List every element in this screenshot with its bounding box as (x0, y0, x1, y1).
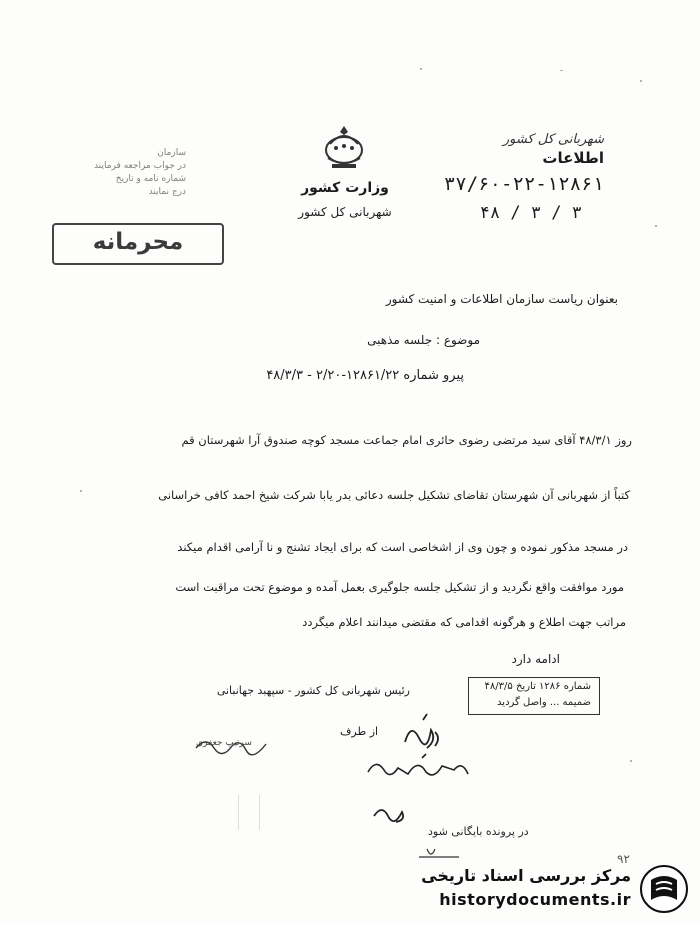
classification-text: محرمانه (92, 229, 184, 255)
body-line: روز ۴۸/۳/۱ آقای سید مرتضی رضوی حائری امام جماعت مسجد کوچه صندوق آرا شهرستان قم (181, 433, 632, 447)
on-behalf-label: از طرف (340, 725, 379, 738)
instruction-line: در جواب مراجعه فرمایند (94, 161, 186, 171)
subject-line: موضوع : جلسه مذهبی (367, 333, 480, 347)
letter-number: ۳۷/۶۰-۲۲-۱۲۸۶۱ (443, 173, 604, 195)
body-line: مراتب جهت اطلاع و هرگونه اقدامی که مقتضی میدانند اعلام میگردد (302, 615, 626, 629)
ministry-name: وزارت کشور (301, 180, 389, 196)
watermark-title: مرکز بررسی اسناد تاریخی (421, 866, 631, 885)
letter-date: ۴۸ / ۳ / ۳ (479, 203, 582, 223)
scan-speck (630, 760, 632, 762)
salutation: بعنوان ریاست سازمان اطلاعات و امنیت کشور (385, 292, 618, 306)
body-line: ادامه دارد (511, 652, 560, 666)
letter-reference-block (404, 132, 604, 223)
receipt-stamp (468, 677, 600, 715)
reference-line: پیرو شماره ۱۲۸۶۱/۲۲-۲/۲۰ - ۴۸/۳/۳ (266, 368, 464, 383)
body-line: در مسجد مذکور نموده و چون وی از اشخاصی است که برای ایجاد تشنج و نا آرامی اقدام میکند (177, 540, 628, 554)
scan-speck (560, 70, 563, 71)
issuing-department: شهربانی کل کشور (502, 132, 604, 147)
receipt-number: شماره ۱۲۸۶ تاریخ ۴۸/۳/۵ (484, 681, 591, 692)
filing-instructions (56, 147, 186, 199)
scan-speck (420, 68, 422, 70)
scan-artifact (238, 795, 260, 830)
scan-speck (640, 80, 642, 82)
instruction-line: سازمان (157, 148, 186, 158)
archive-logo-icon (639, 864, 689, 914)
watermark-url: historydocuments.ir (439, 890, 631, 909)
handwritten-annotation (362, 752, 477, 792)
archive-watermark (412, 858, 697, 918)
issuing-office: اطلاعات (542, 149, 604, 167)
instruction-line: شماره نامه و تاریخ (115, 174, 186, 184)
classification-stamp (52, 223, 224, 265)
signatory-title: رئیس شهربانی کل کشور - سپهبد جهانبانی (216, 684, 410, 697)
handwritten-mark (368, 800, 413, 828)
signer-name: سرتیپ جعفری (196, 738, 252, 748)
scan-speck (655, 225, 657, 227)
receipt-note: ضمیمه ... واصل گردید (497, 697, 591, 708)
page-number: ۹۲ (617, 852, 630, 866)
body-line: مورد موافقت واقع نگردید و از تشکیل جلسه جلوگیری بعمل آمده و موضوع تحت مراقبت است (175, 580, 624, 594)
instruction-line: درج نمایند (148, 187, 186, 197)
body-line: کتباً از شهربانی آن شهرستان تقاضای تشکیل جلسه دعائی بدر یابا شرکت شیخ احمد کافی خراسانی (158, 488, 630, 502)
ministry-subtitle: شهربانی کل کشور (298, 205, 392, 219)
scan-speck (80, 490, 82, 492)
handwritten-note: در پرونده بایگانی شود (428, 825, 529, 838)
crown-emblem-icon (318, 124, 370, 174)
